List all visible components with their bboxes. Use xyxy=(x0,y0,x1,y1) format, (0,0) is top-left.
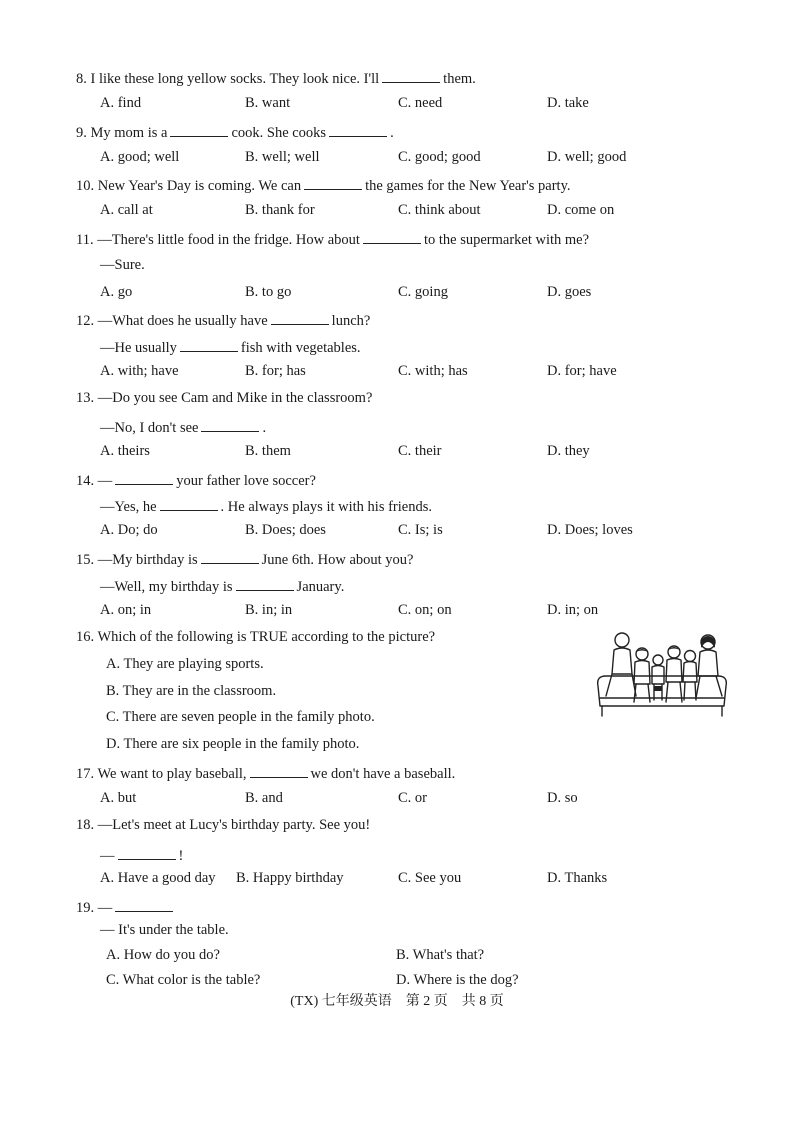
option-a: A. go xyxy=(100,284,133,300)
answer-blank xyxy=(329,122,387,137)
option-a: A. find xyxy=(100,95,142,111)
reply-19: — It's under the table. xyxy=(100,922,229,938)
option-d: D. for; have xyxy=(547,363,617,379)
option-c: C. going xyxy=(398,284,448,300)
answer-blank xyxy=(236,576,294,591)
question-13: 13. —Do you see Cam and Mike in the classroom? xyxy=(76,390,373,406)
option-d: D. take xyxy=(547,95,589,111)
option-c: C. their xyxy=(398,443,442,459)
option-c: C. There are seven people in the family photo. xyxy=(106,709,375,725)
options-14 xyxy=(100,522,700,542)
option-b: B. thank for xyxy=(245,202,315,218)
options-18 xyxy=(100,870,700,890)
answer-blank xyxy=(201,417,259,432)
option-d: D. they xyxy=(547,443,590,459)
question-11: 11. —There's little food in the fridge. How about to the supermarket with me? xyxy=(76,229,716,249)
option-a: A. on; in xyxy=(100,602,152,618)
reply-15: —Well, my birthday is January. xyxy=(100,576,344,596)
question-19: 19. — xyxy=(76,897,716,917)
question-8: 8. I like these long yellow socks. They look nice. I'll them. xyxy=(76,68,716,88)
option-a: A. theirs xyxy=(100,443,150,459)
reply-14: —Yes, he . He always plays it with his friends. xyxy=(100,496,432,516)
option-a: A. Do; do xyxy=(100,522,158,538)
option-c: C. See you xyxy=(398,870,462,886)
reply-11: —Sure. xyxy=(100,257,145,273)
answer-blank xyxy=(201,549,259,564)
page-footer: (TX) 七年级英语 第 2 页 共 8 页 xyxy=(290,994,504,1009)
answer-blank xyxy=(271,310,329,325)
option-b: B. for; has xyxy=(245,363,306,379)
option-d: D. Thanks xyxy=(547,870,608,886)
options-13 xyxy=(100,443,700,463)
answer-blank xyxy=(115,470,173,485)
answer-blank xyxy=(304,175,362,190)
option-a: A. good; well xyxy=(100,149,180,165)
option-c: C. good; good xyxy=(398,149,481,165)
option-a: A. with; have xyxy=(100,363,179,379)
options-11 xyxy=(100,284,700,304)
answer-blank xyxy=(382,68,440,83)
options-8 xyxy=(100,95,700,115)
question-18: 18. —Let's meet at Lucy's birthday party. See you! xyxy=(76,817,371,833)
option-a: A. They are playing sports. xyxy=(106,656,264,672)
question-10: 10. New Year's Day is coming. We can the games for the New Year's party. xyxy=(76,175,716,195)
options-15 xyxy=(100,602,700,622)
question-16: 16. Which of the following is TRUE according to the picture? xyxy=(76,629,436,645)
option-a: A. call at xyxy=(100,202,153,218)
option-b: B. They are in the classroom. xyxy=(106,683,277,699)
option-c: C. need xyxy=(398,95,443,111)
option-b: B. in; in xyxy=(245,602,293,618)
options-9 xyxy=(100,149,700,169)
question-14: 14. — your father love soccer? xyxy=(76,470,716,490)
option-b: B. well; well xyxy=(245,149,320,165)
options-17 xyxy=(100,790,700,810)
option-d: D. so xyxy=(547,790,578,806)
reply-13: —No, I don't see . xyxy=(100,417,266,437)
option-c: C. on; on xyxy=(398,602,452,618)
option-b: B. Does; does xyxy=(245,522,326,538)
reply-18: — ! xyxy=(100,845,183,865)
option-d: D. Does; loves xyxy=(547,522,633,538)
reply-12: —He usually fish with vegetables. xyxy=(100,337,361,357)
option-c: C. or xyxy=(398,790,427,806)
option-b: B. them xyxy=(245,443,291,459)
options-12 xyxy=(100,363,700,383)
answer-blank xyxy=(180,337,238,352)
option-b: B. to go xyxy=(245,284,292,300)
question-17: 17. We want to play baseball, we don't have a baseball. xyxy=(76,763,716,783)
answer-blank xyxy=(118,845,176,860)
question-12: 12. —What does he usually have lunch? xyxy=(76,310,716,330)
answer-blank xyxy=(363,229,421,244)
answer-blank xyxy=(250,763,308,778)
question-9: 9. My mom is a cook. She cooks . xyxy=(76,122,716,142)
option-c: C. with; has xyxy=(398,363,468,379)
option-d: D. There are six people in the family photo. xyxy=(106,736,360,752)
option-b: B. and xyxy=(245,790,283,806)
question-15: 15. —My birthday is June 6th. How about you? xyxy=(76,549,716,569)
option-a: A. but xyxy=(100,790,137,806)
answer-blank xyxy=(170,122,228,137)
option-d: D. goes xyxy=(547,284,592,300)
option-a: A. How do you do? xyxy=(106,947,220,963)
option-c: C. Is; is xyxy=(398,522,443,538)
option-d: D. come on xyxy=(547,202,615,218)
options-10 xyxy=(100,202,700,222)
family-photo-illustration xyxy=(592,622,732,722)
option-c: C. What color is the table? xyxy=(106,972,261,988)
answer-blank xyxy=(160,496,218,511)
option-d: D. in; on xyxy=(547,602,599,618)
option-a: A. Have a good day xyxy=(100,870,216,886)
option-b: B. Happy birthday xyxy=(236,870,344,886)
option-b: B. What's that? xyxy=(396,947,485,963)
answer-blank xyxy=(115,897,173,912)
option-c: C. think about xyxy=(398,202,481,218)
option-b: B. want xyxy=(245,95,291,111)
option-d: D. Where is the dog? xyxy=(396,972,519,988)
option-d: D. well; good xyxy=(547,149,627,165)
